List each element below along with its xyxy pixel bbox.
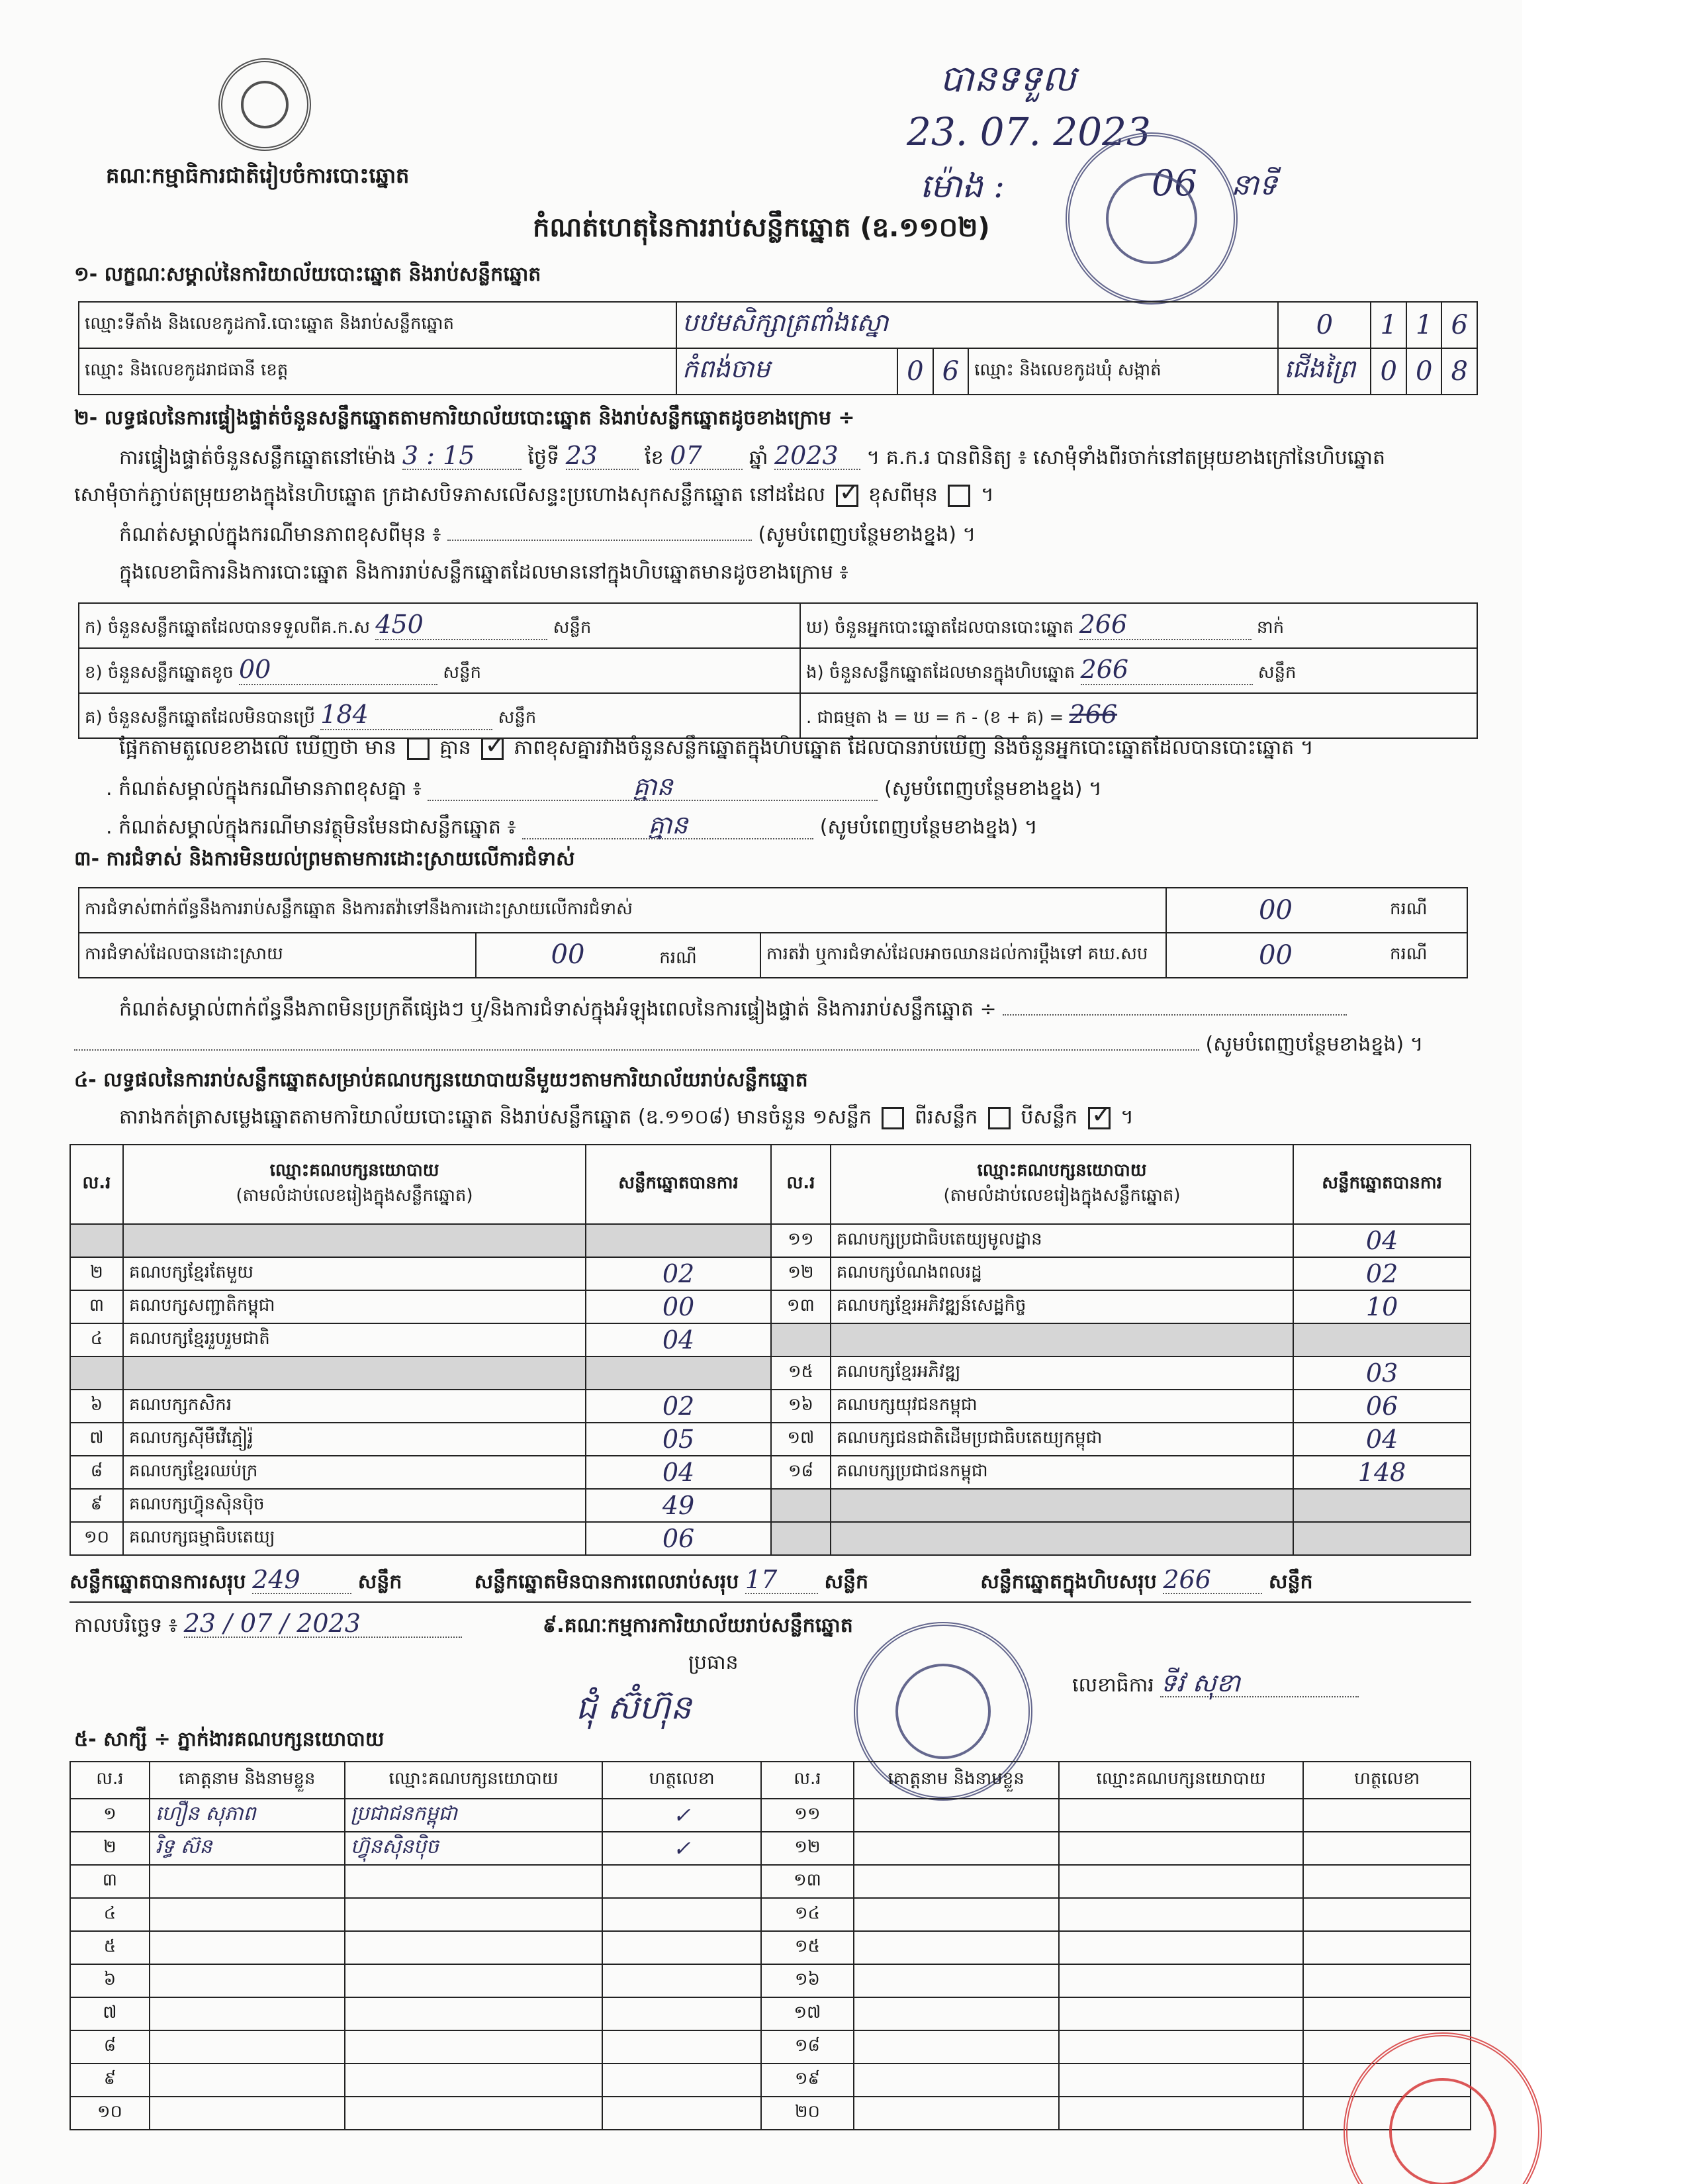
result-right-no — [771, 1323, 831, 1356]
received-ballots-cell: ក) ចំនួនសន្លឹកឆ្នោតដែលបានទទួលពីគ.ក.ស 450 សន្លឹក — [79, 603, 800, 648]
party-results-table — [69, 1144, 1471, 1556]
witness-no-right: ១១ — [761, 1799, 854, 1832]
spoiled-ballots-cell: ខ) ចំនួនសន្លឹកឆ្នោតខូច 00 សន្លឹក — [79, 648, 800, 693]
witness-no-right: ១៥ — [761, 1931, 854, 1964]
witness-name-right — [854, 1931, 1059, 1964]
result-right-votes: 10 — [1293, 1290, 1471, 1323]
tally-sheet-line: តារាងកត់ត្រាសម្លេងឆ្នោតតាមការិយាល័យបោះឆ្នោត និងរាប់សន្លឹកឆ្នោត (ឧ.១១០៨) មានចំនួន ១សន្លឹក ពីរសន្លឹក បីសន្លឹក ✓ ។ — [119, 1104, 1134, 1131]
witness-col-no-right: ល.រ — [761, 1762, 854, 1799]
witness-party-right — [1059, 1832, 1304, 1865]
commune-value: ជើងព្រៃ — [1278, 348, 1371, 395]
unused-ballots-value: 184 — [320, 700, 492, 730]
province-code-2: 6 — [933, 348, 968, 395]
result-right-no — [771, 1489, 831, 1522]
date-line: កាលបរិច្ឆេទ ៖ 23 / 07 / 2023 — [74, 1610, 462, 1639]
witness-name-left — [150, 1898, 345, 1931]
witness-party-right — [1059, 2064, 1304, 2097]
date-value: 23 / 07 / 2023 — [184, 1610, 462, 1638]
witness-no-right: ១៧ — [761, 1997, 854, 2030]
result-right-party: គណបក្សប្រជាធិបតេយ្យមូលដ្ឋាន — [831, 1224, 1293, 1257]
witness-sign-left: ✓ — [602, 1832, 761, 1865]
complaints-label: ការជំទាស់ពាក់ព័ន្ធនឹងការរាប់សន្លឹកឆ្នោត និងការតវ៉ាទៅនឹងការដោះស្រាយលើការជំទាស់ — [79, 888, 1166, 933]
witness-sign-left — [602, 1997, 761, 2030]
result-right-votes: 148 — [1293, 1456, 1471, 1489]
result-right-no: ១៧ — [771, 1423, 831, 1456]
location-code-2: 1 — [1371, 302, 1406, 348]
unused-ballots-cell: គ) ចំនួនសន្លឹកឆ្នោតដែលមិនបានប្រើ 184 សន្លឹក — [79, 693, 800, 738]
witness-no-left: ៧ — [70, 1997, 150, 2030]
ballot-count-table — [78, 602, 1478, 739]
secretary-line: លេខាធិការ ទីវ សុខា — [1072, 1670, 1359, 1699]
no-discrepancy-checkbox[interactable] — [481, 737, 504, 760]
result-left-no: ៤ — [70, 1323, 123, 1356]
secretary-signature: ទីវ សុខា — [1160, 1670, 1359, 1697]
witness-party-right — [1059, 1964, 1304, 1997]
witness-col-sign-left: ហត្ថលេខា — [602, 1762, 761, 1799]
one-sheet-checkbox[interactable] — [882, 1107, 904, 1129]
result-left-party: គណបក្សខ្មែរឈប់ក្រ — [123, 1456, 586, 1489]
witness-col-name-left: គោត្តនាម និងនាមខ្លួន — [150, 1762, 345, 1799]
result-right-no — [771, 1522, 831, 1555]
two-sheets-checkbox[interactable] — [988, 1107, 1011, 1129]
witness-party-left — [345, 1865, 603, 1898]
totals-line: សន្លឹកឆ្នោតបានការសរុប 249 សន្លឹក សន្លឹកឆ្នោតមិនបានការពេលរាប់សរុប 17 សន្លឹក សន្លឹកឆ្នោតក្នុងហិបសរុប 266 សន្លឹក — [69, 1566, 1471, 1603]
result-left-party: គណបក្សខ្មែរតែមួយ — [123, 1257, 586, 1290]
complaints-unit: ករណី — [1385, 888, 1467, 933]
unchanged-checkbox[interactable] — [836, 485, 858, 507]
result-right-votes: 02 — [1293, 1257, 1471, 1290]
chair-label: ប្រធាន — [688, 1651, 739, 1674]
witness-name-left — [150, 1964, 345, 1997]
witness-no-left: ៣ — [70, 1865, 150, 1898]
witness-no-left: ១០ — [70, 2097, 150, 2130]
result-row — [70, 1423, 1471, 1456]
verification-year: 2023 — [774, 442, 860, 470]
result-row — [70, 1323, 1471, 1356]
witness-name-left — [150, 2064, 345, 2097]
received-time: 06 — [1152, 162, 1197, 204]
location-code-1: 0 — [1278, 302, 1371, 348]
org-name: គណៈកម្មាធិការជាតិរៀបចំការបោះឆ្នោត — [106, 163, 410, 188]
result-right-party: គណបក្សប្រជាជនកម្ពុជា — [831, 1456, 1293, 1489]
result-left-votes: 00 — [586, 1290, 771, 1323]
witness-party-right — [1059, 1865, 1304, 1898]
witness-sign-right — [1303, 1832, 1471, 1865]
received-ballots-value: 450 — [375, 610, 547, 640]
verification-line: ការផ្ទៀងផ្ទាត់ចំនួនសន្លឹកឆ្នោតនៅម៉ោង 3 : 15 ថ្ងៃទី 23 ខែ 07 ឆ្នាំ 2023 ។ គ.ក.រ បានពិនិត្យ ៖ សោម៉ុំទាំងពីរចាក់នៅតម្រុយខាងក្រៅនៃហិបឆ្នោត — [119, 441, 1385, 470]
witness-sign-right — [1303, 1931, 1471, 1964]
received-time-label: ម៉ោង : — [920, 167, 1005, 205]
witness-row — [70, 1964, 1471, 1997]
witness-party-right — [1059, 1799, 1304, 1832]
result-left-no: ៨ — [70, 1456, 123, 1489]
complaints-value: 00 — [1166, 888, 1385, 933]
witness-no-right: ២០ — [761, 2097, 854, 2130]
section1-heading: ១- លក្ខណៈសម្គាល់នៃការិយាល័យបោះឆ្នោត និងរាប់សន្លឹកឆ្នោត — [74, 263, 541, 286]
total-box-value: 266 — [1163, 1566, 1262, 1594]
result-right-party: គណបក្សខ្មែរអភិវឌ្ឍ — [831, 1356, 1293, 1390]
result-row — [70, 1356, 1471, 1390]
result-left-party: គណបក្សសញ្ជាតិកម្ពុជា — [123, 1290, 586, 1323]
result-right-party — [831, 1489, 1293, 1522]
discrepancy-line: ផ្អែកតាមតួលេខខាងលើ ឃើញថា មាន គ្មាន ✓ ភាពខុសគ្នារវាងចំនួនសន្លឹកឆ្នោតក្នុងហិបឆ្នោត ដែលបានរាប់ឃើញ និងចំនួនអ្នកបោះឆ្នោតដែលបានបោះឆ្នោត ។ — [119, 735, 1314, 761]
emblem-logo — [218, 58, 311, 151]
discrepancy-note-line: . កំណត់សម្គាល់ក្នុងករណីមានភាពខុសគ្នា ៖ គ្មាន (សូមបំពេញបន្ថែមខាងខ្នង) ។ — [106, 772, 1102, 801]
witness-row — [70, 2064, 1471, 2097]
witness-col-no-left: ល.រ — [70, 1762, 150, 1799]
resolved-label: ការជំទាស់ដែលបានដោះស្រាយ — [79, 933, 476, 978]
location-code-3: 1 — [1406, 302, 1441, 348]
witness-no-left: ៥ — [70, 1931, 150, 1964]
witness-name-right — [854, 1997, 1059, 2030]
received-minutes-label: នាទី — [1231, 168, 1277, 202]
result-left-party: គណបក្សហ៊្វុនស៊ិនប៉ិច — [123, 1489, 586, 1522]
witness-name-right — [854, 1964, 1059, 1997]
witness-no-right: ១៩ — [761, 2064, 854, 2097]
result-right-party: គណបក្សយុវជនកម្ពុជា — [831, 1390, 1293, 1423]
witness-party-left — [345, 1898, 603, 1931]
result-right-no: ១៥ — [771, 1356, 831, 1390]
witness-party-left — [345, 1964, 603, 1997]
result-right-votes: 03 — [1293, 1356, 1471, 1390]
witness-party-left: ហ៊្វុនស៊ិនប៉ិច — [345, 1832, 603, 1865]
verification-month: 07 — [670, 442, 743, 470]
commune-code-3: 8 — [1441, 348, 1477, 395]
received-label: បានទទួល — [940, 58, 1076, 99]
irregularities-note-line: កំណត់សម្គាល់ពាក់ព័ន្ធនឹងភាពមិនប្រក្រតីផ្សេងៗ ឬ/និងការជំទាស់ក្នុងអំឡុងពេលនៃការផ្ទៀងផ្ទាត់ និងការរាប់សន្លឹកឆ្នោត ÷ — [119, 996, 1347, 1023]
location-label: ឈ្មោះទីតាំង និងលេខកូដការិ.បោះឆ្នោត និងរាប់សន្លឹកឆ្នោត — [79, 302, 676, 348]
box-ballots-value: 266 — [1081, 655, 1253, 685]
official-seal-top — [1066, 132, 1238, 305]
result-left-party: គណបក្សខ្មែររួបរួមជាតិ — [123, 1323, 586, 1356]
result-right-votes: 06 — [1293, 1390, 1471, 1423]
result-left-no: ៧ — [70, 1423, 123, 1456]
col-no-right: ល.រ — [771, 1145, 831, 1224]
commune-code-1: 0 — [1371, 348, 1406, 395]
witness-name-left: ហឿន សុភាព — [150, 1799, 345, 1832]
result-row — [70, 1390, 1471, 1423]
difference-note-line: កំណត់សម្គាល់ក្នុងករណីមានភាពខុសពីមុន ៖ (សូមបំពេញបន្ថែមខាងខ្នង) ។ — [119, 523, 976, 546]
irregularities-note-line-2: (សូមបំពេញបន្ថែមខាងខ្នង) ។ — [74, 1031, 1423, 1058]
verification-time: 3 : 15 — [402, 442, 522, 470]
witness-name-left — [150, 1865, 345, 1898]
witness-row — [70, 2097, 1471, 2130]
witness-sign-right — [1303, 1799, 1471, 1832]
total-valid-value: 249 — [252, 1566, 351, 1594]
result-left-no: ៣ — [70, 1290, 123, 1323]
witness-party-right — [1059, 1898, 1304, 1931]
chair-signature: ជុំ ស៊ំហ៊ុន — [576, 1688, 692, 1727]
foreign-object-note-value: គ្មាន — [522, 812, 813, 839]
result-left-no: ២ — [70, 1257, 123, 1290]
received-date: 23. 07. 2023 — [907, 109, 1151, 154]
witness-name-right — [854, 1832, 1059, 1865]
commune-label: ឈ្មោះ និងលេខកូដឃុំ សង្កាត់ — [968, 348, 1278, 395]
witness-row — [70, 1898, 1471, 1931]
witness-name-left: រិទ្ធ ស៊ន — [150, 1832, 345, 1865]
witness-party-right — [1059, 1997, 1304, 2030]
witness-no-right: ១៦ — [761, 1964, 854, 1997]
witness-party-left — [345, 2097, 603, 2130]
witness-sign-right — [1303, 1865, 1471, 1898]
result-right-votes: 04 — [1293, 1224, 1471, 1257]
total-invalid-value: 17 — [745, 1566, 818, 1594]
witness-no-left: ១ — [70, 1799, 150, 1832]
witness-col-party-left: ឈ្មោះគណបក្សនយោបាយ — [345, 1762, 603, 1799]
witness-party-left — [345, 2064, 603, 2097]
commune-code-2: 0 — [1406, 348, 1441, 395]
changed-checkbox[interactable] — [948, 485, 970, 507]
witness-sign-left — [602, 2064, 761, 2097]
witness-party-left — [345, 1997, 603, 2030]
result-left-party: គណបក្សស៊ីមឺវើភ្មៀរ៉ូ — [123, 1423, 586, 1456]
witness-row — [70, 1865, 1471, 1898]
has-discrepancy-checkbox[interactable] — [407, 737, 430, 760]
appeal-label: ការតវ៉ា ឬការជំទាស់ដែលអាចឈានដល់ការប្តឹងទៅ គឃ.សប — [760, 933, 1166, 978]
result-left-votes: 02 — [586, 1257, 771, 1290]
witness-no-left: ២ — [70, 1832, 150, 1865]
witness-party-right — [1059, 1931, 1304, 1964]
witness-name-left — [150, 1997, 345, 2030]
witness-name-left — [150, 2030, 345, 2064]
result-row — [70, 1290, 1471, 1323]
result-left-no — [70, 1224, 123, 1257]
witness-name-right — [854, 2097, 1059, 2130]
section4-heading: ៤- លទ្ធផលនៃការរាប់សន្លឹកឆ្នោតសម្រាប់គណបក្សនយោបាយនីមួយៗតាមការិយាល័យរាប់សន្លឹកឆ្នោត — [74, 1068, 808, 1092]
col-votes-right: សន្លឹកឆ្នោតបានការ — [1293, 1145, 1471, 1224]
section5-heading: ៥- សាក្សី ÷ ភ្នាក់ងារគណបក្សនយោបាយ — [74, 1728, 385, 1751]
box-ballots-cell: ង) ចំនួនសន្លឹកឆ្នោតដែលមានក្នុងហិបឆ្នោត 266 សន្លឹក — [800, 648, 1477, 693]
witness-no-left: ៤ — [70, 1898, 150, 1931]
seal-status-line: សោម៉ុំចាក់ភ្ជាប់តម្រុយខាងក្នុងនៃហិបឆ្នោត ក្រដាសបិទភាសលើសន្ទះប្រហោងសុកសន្លឹកឆ្នោត នៅដដែល ✓ ខុសពីមុន ។ — [74, 482, 994, 508]
three-sheets-checkbox[interactable] — [1088, 1107, 1111, 1129]
complaints-table — [78, 887, 1468, 978]
witness-name-right — [854, 2064, 1059, 2097]
result-left-votes: 05 — [586, 1423, 771, 1456]
result-left-party: គណបក្សកសិករ — [123, 1390, 586, 1423]
foreign-object-note-line: . កំណត់សម្គាល់ក្នុងករណីមានវត្ថុមិនមែនជាសន្លឹកឆ្នោត ៖ គ្មាន (សូមបំពេញបន្ថែមខាងខ្នង) ។ — [106, 810, 1038, 839]
province-label: ឈ្មោះ និងលេខកូដរាជធានី ខេត្ត — [79, 348, 676, 395]
witness-row — [70, 1799, 1471, 1832]
voters-cell: ឃ) ចំនួនអ្នកបោះឆ្នោតដែលបានបោះឆ្នោត 266 នាក់ — [800, 603, 1477, 648]
result-left-votes: 06 — [586, 1522, 771, 1555]
result-row — [70, 1224, 1471, 1257]
result-row — [70, 1257, 1471, 1290]
formula-cell: . ជាធម្មតា ង = ឃ = ក - (ខ + គ) = 266 — [800, 693, 1477, 738]
witness-sign-left — [602, 1865, 761, 1898]
witness-no-left: ៦ — [70, 1964, 150, 1997]
witness-sign-right — [1303, 1964, 1471, 1997]
result-row — [70, 1522, 1471, 1555]
witness-row — [70, 1997, 1471, 2030]
discrepancy-note-value: គ្មាន — [428, 773, 878, 801]
page-margin — [1522, 0, 1687, 2184]
witness-name-right — [854, 1898, 1059, 1931]
witness-party-right — [1059, 2030, 1304, 2064]
result-right-party — [831, 1323, 1293, 1356]
witness-sign-left — [602, 2097, 761, 2130]
verification-day: 23 — [566, 442, 639, 470]
result-left-votes — [586, 1356, 771, 1390]
witness-name-right — [854, 2030, 1059, 2064]
result-left-no: ៩ — [70, 1489, 123, 1522]
result-right-party: គណបក្សបំណងពលរដ្ឋ — [831, 1257, 1293, 1290]
witness-sign-left — [602, 1964, 761, 1997]
witness-sign-right — [1303, 1997, 1471, 2030]
witness-table — [69, 1761, 1471, 2130]
witness-name-left — [150, 2097, 345, 2130]
voters-value: 266 — [1079, 610, 1252, 640]
col-no-left: ល.រ — [70, 1145, 123, 1224]
witness-no-right: ១២ — [761, 1832, 854, 1865]
witness-name-left — [150, 1931, 345, 1964]
witness-no-right: ១៨ — [761, 2030, 854, 2064]
col-party-right: ឈ្មោះគណបក្សនយោបាយ (តាមលំដាប់លេខរៀងក្នុងសន្លឹកឆ្នោត) — [831, 1145, 1293, 1224]
form-title: កំណត់ហេតុនៃការរាប់សន្លឹកឆ្នោត (ឧ.១១០២) — [533, 213, 990, 243]
witness-party-right — [1059, 2097, 1304, 2130]
result-right-votes: 04 — [1293, 1423, 1471, 1456]
result-left-votes: 02 — [586, 1390, 771, 1423]
witness-row — [70, 2030, 1471, 2064]
witness-row — [70, 1931, 1471, 1964]
witness-col-name-right: គោត្តនាម និងនាមខ្លួន — [854, 1762, 1059, 1799]
witness-no-left: ៨ — [70, 2030, 150, 2064]
witness-name-right — [854, 1865, 1059, 1898]
location-code-4: 6 — [1441, 302, 1477, 348]
witness-no-right: ១៤ — [761, 1898, 854, 1931]
witness-no-right: ១៣ — [761, 1865, 854, 1898]
resolved-cell: 00 ករណី — [476, 933, 760, 978]
witness-row — [70, 1832, 1471, 1865]
result-right-no: ១៦ — [771, 1390, 831, 1423]
witness-col-party-right: ឈ្មោះគណបក្សនយោបាយ — [1059, 1762, 1304, 1799]
witness-sign-left: ✓ — [602, 1799, 761, 1832]
result-left-votes — [586, 1224, 771, 1257]
col-votes-left: សន្លឹកឆ្នោតបានការ — [586, 1145, 771, 1224]
witness-sign-right — [1303, 1898, 1471, 1931]
witness-party-left: ប្រជាជនកម្ពុជា — [345, 1799, 603, 1832]
result-left-no: ១០ — [70, 1522, 123, 1555]
result-left-votes: 49 — [586, 1489, 771, 1522]
result-right-votes — [1293, 1522, 1471, 1555]
result-right-votes — [1293, 1323, 1471, 1356]
witness-party-left — [345, 1931, 603, 1964]
result-left-party — [123, 1356, 586, 1390]
ballot-count-intro: ក្នុងលេខាធិការនិងការបោះឆ្នោត និងការរាប់សន្លឹកឆ្នោតដែលមាននៅក្នុងហិបឆ្នោតមានដូចខាងក្រោម ៖ — [119, 561, 848, 584]
result-left-votes: 04 — [586, 1323, 771, 1356]
witness-name-right — [854, 1799, 1059, 1832]
spoiled-ballots-value: 00 — [239, 655, 437, 685]
result-right-no: ១៣ — [771, 1290, 831, 1323]
result-right-no: ១១ — [771, 1224, 831, 1257]
section3-heading: ៣- ការជំទាស់ និងការមិនយល់ព្រមតាមការដោះស្រាយលើការជំទាស់ — [74, 847, 575, 871]
result-right-no: ១២ — [771, 1257, 831, 1290]
result-left-no — [70, 1356, 123, 1390]
result-right-no: ១៨ — [771, 1456, 831, 1489]
result-left-party — [123, 1224, 586, 1257]
result-left-votes: 04 — [586, 1456, 771, 1489]
result-right-party: គណបក្សខ្មែរអភិវឌ្ឍន៍សេដ្ឋកិច្ច — [831, 1290, 1293, 1323]
formula-value: 266 — [1069, 700, 1118, 729]
province-value: កំពង់ចាម — [676, 348, 897, 395]
witness-sign-left — [602, 1931, 761, 1964]
witness-no-left: ៩ — [70, 2064, 150, 2097]
section2-heading: ២- លទ្ធផលនៃការផ្ទៀងផ្ទាត់ចំនួនសន្លឹកឆ្នោតតាមការិយាល័យបោះឆ្នោត និងរាប់សន្លឹកឆ្នោតដូចខាងក្រោម ÷ — [74, 406, 855, 430]
resolved-value: 00 — [551, 939, 585, 970]
result-right-party: គណបក្សជនជាតិដើមប្រជាធិបតេយ្យកម្ពុជា — [831, 1423, 1293, 1456]
appeal-unit: ករណី — [1385, 933, 1467, 978]
result-left-no: ៦ — [70, 1390, 123, 1423]
witness-sign-left — [602, 1898, 761, 1931]
committee-label: ៩.គណៈកម្មការការិយាល័យរាប់សន្លឹកឆ្នោត — [543, 1614, 853, 1637]
location-value: បឋមសិក្សាត្រពាំងស្នោ — [676, 302, 1278, 348]
witness-party-left — [345, 2030, 603, 2064]
witness-col-sign-right: ហត្ថលេខា — [1303, 1762, 1471, 1799]
result-row — [70, 1456, 1471, 1489]
appeal-value: 00 — [1166, 933, 1385, 978]
result-row — [70, 1489, 1471, 1522]
province-code-1: 0 — [897, 348, 933, 395]
result-right-votes — [1293, 1489, 1471, 1522]
result-left-party: គណបក្សធម្មាធិបតេយ្យ — [123, 1522, 586, 1555]
witness-sign-left — [602, 2030, 761, 2064]
result-right-party — [831, 1522, 1293, 1555]
col-party-left: ឈ្មោះគណបក្សនយោបាយ (តាមលំដាប់លេខរៀងក្នុងសន្លឹកឆ្នោត) — [123, 1145, 586, 1224]
section1-table — [78, 301, 1478, 395]
